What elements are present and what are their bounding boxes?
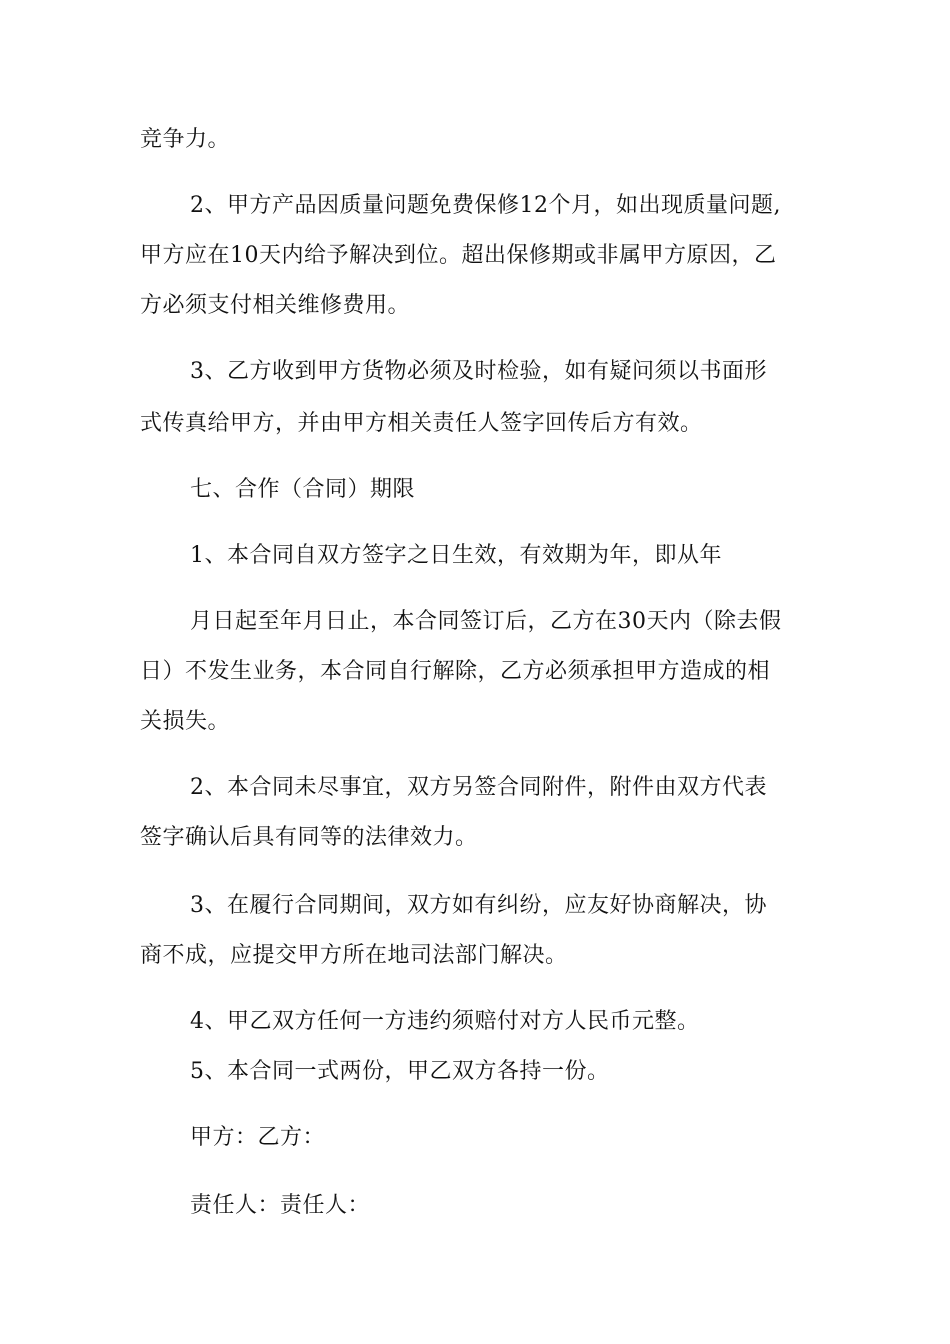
signature-label-party: 甲方：乙方：	[190, 1125, 326, 1150]
paragraph-line: 3、在履行合同期间，双方如有纠纷，应友好协商解决，协	[190, 893, 767, 918]
paragraph-line: 月日起至年月日止，本合同签订后，乙方在30天内（除去假	[190, 609, 782, 634]
paragraph-line: 签字确认后具有同等的法律效力。	[140, 825, 478, 850]
paragraph-line: 日）不发生业务，本合同自行解除，乙方必须承担甲方造成的相	[140, 659, 771, 684]
paragraph-line: 4、甲乙双方任何一方违约须赔付对方人民币元整。	[190, 1009, 700, 1034]
paragraph-line: 方必须支付相关维修费用。	[140, 293, 411, 318]
paragraph-line: 式传真给甲方，并由甲方相关责任人签字回传后方有效。	[140, 411, 703, 436]
paragraph-line: 竞争力。	[140, 127, 231, 152]
paragraph-line: 关损失。	[140, 709, 231, 734]
paragraph-line: 2、本合同未尽事宜，双方另签合同附件，附件由双方代表	[190, 775, 767, 800]
paragraph-line: 甲方应在10天内给予解决到位。超出保修期或非属甲方原因，乙	[140, 243, 777, 268]
paragraph-line: 2、甲方产品因质量问题免费保修12个月，如出现质量问题,	[190, 193, 781, 218]
section-heading: 七、合作（合同）期限	[190, 477, 416, 502]
paragraph-line: 1、本合同自双方签字之日生效，有效期为年，即从年	[190, 543, 722, 568]
paragraph-line: 商不成，应提交甲方所在地司法部门解决。	[140, 943, 568, 968]
signature-label-responsible: 责任人：责任人：	[190, 1193, 371, 1218]
paragraph-line: 5、本合同一式两份，甲乙双方各持一份。	[190, 1059, 610, 1084]
paragraph-line: 3、乙方收到甲方货物必须及时检验，如有疑问须以书面形	[190, 359, 767, 384]
